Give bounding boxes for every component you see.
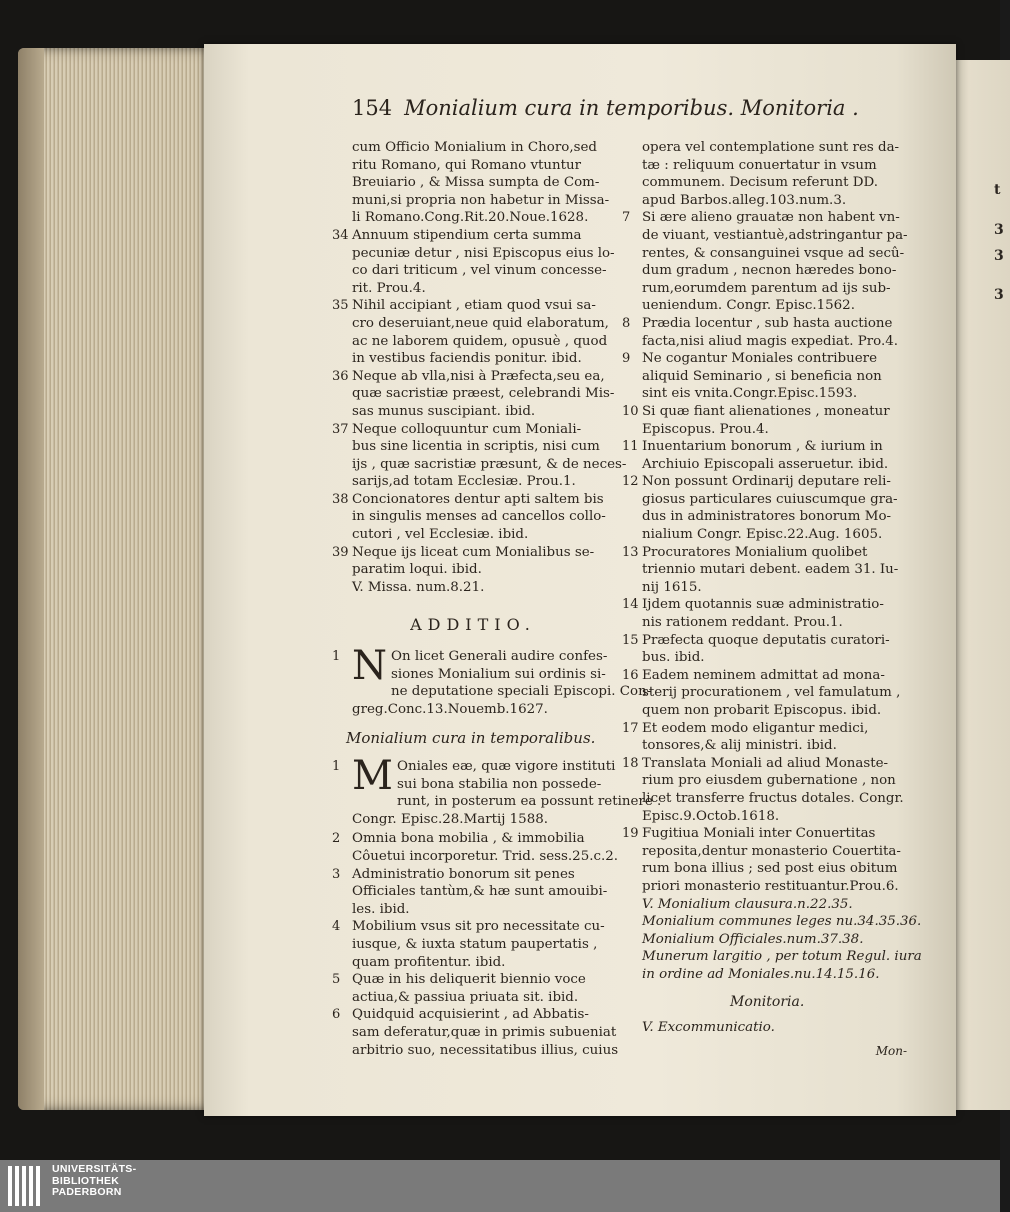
text-line: V. Missa. num.8.21. [352,579,485,595]
numbered-paragraph [332,830,619,865]
logo-line: UNIVERSITÄTS- [52,1163,137,1175]
text-line: Administratio bonorum sit penes [352,866,575,882]
paragraph-number: 17 [622,720,639,736]
text-line: licet transferre fructus dotales. Congr. [642,790,904,806]
text-line: tæ : reliquum conuertatur in vsum [642,157,877,173]
text-line: siones Monialium sui ordinis si- [391,666,606,682]
numbered-paragraph [622,720,907,755]
text-line: Annuum stipendium certa summa [352,227,582,243]
paragraph-number: 15 [622,632,639,648]
library-logo-icon [8,1166,46,1206]
numbered-paragraph [622,438,907,473]
paragraph-number: 9 [622,351,631,367]
facing-page-edge [950,60,1010,1110]
text-line: paratim loqui. ibid. [352,562,482,578]
numbered-paragraph [332,227,614,297]
library-footer [0,1160,1000,1212]
numbered-paragraph [622,755,907,825]
text-line: Neque colloquuntur cum Moniali- [352,421,582,437]
numbered-paragraph [622,139,907,209]
paragraph-number: 7 [622,210,631,226]
text-line: cum Officio Monialium in Choro,sed [352,140,597,155]
text-line: rit. Prou.4. [352,280,426,296]
text-line: in ordine ad Moniales.nu.14.15.16. [642,966,880,982]
text-line: sas munus suscipiant. ibid. [352,403,536,419]
text-line: Neque ab vlla,nisi à Præfecta,seu ea, [352,368,605,384]
text-line: ritu Romano, qui Romano vtuntur [352,157,582,173]
text-line: rum,eorumdem parentum ad ijs sub- [642,280,891,296]
monitoria-heading: Monitoria. [730,993,805,1010]
library-logo-text [52,1164,136,1199]
paragraph-number: 4 [332,919,341,935]
text-line: bus sine licentia in scriptis, nisi cum [352,439,600,455]
paragraph-number: 39 [332,544,349,560]
text-line: Fugitiua Moniali inter Conuertitas [642,826,876,842]
drop-cap: M [352,753,393,799]
paragraph-number: 34 [332,227,349,243]
text-line: Translata Moniali ad aliud Monaste- [642,755,889,771]
text-line: Quæ in his deliquerit biennio voce [352,972,586,988]
text-line: li Romano.Cong.Rit.20.Noue.1628. [352,210,589,226]
running-head [352,96,859,124]
addition-heading: ADDITIO. [410,615,536,635]
text-line: Inuentarium bonorum , & iurium in [642,439,883,455]
text-line: Si quæ fiant alienationes , moneatur [642,403,890,419]
text-line: Mobilium vsus sit pro necessitate cu- [352,919,605,935]
section-heading: Monialium cura in temporalibus. [346,729,596,748]
text-line: quæ sacristiæ præest, celebrandi Mis- [352,386,615,402]
text-line: quem non probarit Episcopus. ibid. [642,703,882,718]
paragraph-number: 10 [622,403,639,419]
text-line: apud Barbos.alleg.103.num.3. [642,192,847,208]
left-paragraphs [332,139,627,596]
text-line: tonsores,& alij ministri. ibid. [642,738,837,754]
catchword: Mon- [875,1043,907,1058]
text-line: reposita,dentur monasterio Couertita- [642,843,901,859]
text-line: Præfecta quoque deputatis curatori- [642,632,890,648]
text-line: triennio mutari debent. eadem 31. Iu- [642,562,899,578]
text-line: dus in administratores bonorum Mo- [642,509,892,525]
text-line: facta,nisi aliud magis expediat. Pro.4. [642,333,899,349]
text-line: Concionatores dentur apti saltem bis [352,491,604,507]
text-line: Nihil accipiant , etiam quod vsui sa- [352,298,596,314]
addition-text [352,643,652,718]
paragraph-number: 35 [332,298,349,314]
text-line: Eadem neminem admittat ad mona- [642,667,885,683]
text-line: giosus particulares cuiuscumque gra- [642,491,898,507]
numbered-paragraph [332,297,614,367]
paragraph-number: 5 [332,972,341,988]
text-line: de viuant, vestiantuè,adstringantur pa- [642,227,908,243]
page-number: 154 [352,96,393,120]
text-line: Monialium Officiales.num.37.38. [642,931,864,947]
text-line: Neque ijs liceat cum Monialibus se- [352,544,595,560]
text-line: Breuiario , & Missa sumpta de Com- [352,175,600,191]
numbered-paragraph [332,421,627,491]
paragraph-number: 6 [332,1007,341,1023]
text-line: nij 1615. [642,579,702,595]
text-line: rium pro eiusdem gubernatione , non [642,773,896,789]
numbered-paragraph [332,491,614,544]
numbered-paragraph [622,473,907,543]
text-line: Officiales tantùm,& hæ sunt amouibi- [352,884,608,900]
numbered-paragraph [622,596,907,631]
right-column [622,139,922,1060]
text-line: Oniales eæ, quæ vigore instituti [396,759,616,774]
text-line: co dari triticum , vel vinum concesse- [352,263,607,279]
paragraph-number: 36 [332,368,349,384]
text-line: Monialium communes leges nu.34.35.36. [642,914,922,930]
numbered-paragraph [622,315,907,350]
right-paragraphs [622,139,907,896]
text-line: in vestibus faciendis ponitur. ibid. [352,351,582,367]
text-line: Si ære alieno grauatæ non habent vn- [642,210,900,226]
text-line: sui bona stabilia non possede- [396,776,602,792]
logo-line: PADERBORN [52,1186,122,1198]
paragraph-number: 11 [622,439,639,455]
text-line: quam profitentur. ibid. [352,954,506,970]
text-line: sarijs,ad totam Ecclesiæ. Prou.1. [352,474,576,490]
numbered-paragraph [332,139,614,227]
addition-paragraph [332,643,652,718]
paragraph-number: 8 [622,315,631,331]
numbered-paragraph [622,209,907,315]
facing-page-glyph: t [994,182,1001,198]
numbered-paragraph [622,667,907,720]
facing-page-glyph: 3 [994,248,1004,264]
numbered-paragraph [622,403,907,438]
paragraph-number: 2 [332,831,341,847]
text-line: Episcopus. Prou.4. [642,421,769,437]
text-line: Côuetui incorporetur. Trid. sess.25.c.2. [352,848,619,864]
paragraph-number: 13 [622,544,639,560]
paragraph-number: 37 [332,421,349,437]
paragraph-number: 18 [622,755,639,771]
text-line: cro deseruiant,neue quid elaboratum, [352,315,609,331]
text-line: ijs , quæ sacristiæ præsunt, & de neces- [352,456,627,472]
text-line: sint eis vnita.Congr.Episc.1593. [642,386,858,402]
text-line: sam deferatur,quæ in primis subueniat [352,1024,617,1040]
text-line: aliquid Seminario , si beneficia non [642,368,882,384]
text-line: pecuniæ detur , nisi Episcopus eius lo- [352,245,615,261]
text-line: On licet Generali audire confes- [391,649,608,665]
numbered-paragraph [332,1006,619,1059]
paragraph-number: 1 [332,649,341,665]
text-line: greg.Conc.13.Nouemb.1627. [352,701,548,717]
text-line: V. Monialium clausura.n.22.35. [642,896,853,912]
section-paragraphs [332,830,619,1059]
text-line: Munerum largitio , per totum Regul. iura [642,949,922,965]
numbered-paragraph [622,825,907,895]
text-line: Non possunt Ordinarij deputare reli- [642,474,891,490]
text-line: muni,si propria non habetur in Missa- [352,192,610,208]
numbered-paragraph [332,866,614,919]
text-line: iusque, & iuxta statum paupertatis , [352,936,598,952]
numbered-paragraph [332,918,614,971]
text-line: Prædia locentur , sub hasta auctione [642,315,893,331]
paragraph-number: 14 [622,597,639,613]
text-line: ueniendum. Congr. Episc.1562. [642,298,855,314]
paragraph-number: 1 [332,759,341,774]
text-line: Episc.9.Octob.1618. [642,808,780,824]
facing-page-glyph: 3 [994,287,1004,303]
text-line: ac ne laborem quidem, opusuè , quod [352,333,608,349]
text-line: nis rationem reddant. Prou.1. [642,615,843,631]
numbered-paragraph [332,368,614,421]
text-line: Et eodem modo eligantur medici, [642,720,869,736]
text-line: priori monasterio restituantur.Prou.6. [642,878,899,894]
numbered-paragraph [332,971,614,1006]
text-line: arbitrio suo, necessitatibus illius, cuius [352,1042,619,1058]
text-line: in singulis menses ad cancellos collo- [352,509,606,525]
text-line: Omnia bona mobilia , & immobilia [352,831,585,847]
text-line: Ijdem quotannis suæ administratio- [642,597,884,613]
text-line: Ne cogantur Moniales contribuere [642,351,877,367]
paragraph-number: 3 [332,866,341,882]
text-line: nialium Congr. Episc.22.Aug. 1605. [642,527,883,543]
page-block-edge [18,48,218,1110]
monitoria-reference: V. Excommunicatio. [642,1020,775,1036]
numbered-paragraph [332,544,614,597]
text-line: sterij procurationem , vel famulatum , [642,685,901,701]
numbered-paragraph [622,350,907,403]
text-line: runt, in posterum ea possunt retinere . [396,794,662,810]
running-title: Monialium cura in temporibus. Monitoria . [404,96,859,120]
drop-cap: N [352,643,387,690]
logo-line: BIBLIOTHEK [52,1174,120,1187]
text-line: rum bona illius ; sed post eius obitum [642,861,898,877]
paragraph-number: 16 [622,667,639,683]
text-line: Procuratores Monialium quolibet [642,544,868,560]
text-line: rentes, & consanguinei vsque ad secû- [642,245,905,261]
text-line: Quidquid acquisierint , ad Abbatis- [352,1007,589,1023]
text-line: Archiuio Episcopali asseruetur. ibid. [642,456,889,472]
text-line: les. ibid. [352,901,410,917]
numbered-paragraph [622,544,907,597]
paragraph-number: 38 [332,491,349,507]
paragraph-number: 19 [622,826,639,842]
text-line: bus. ibid. [642,650,705,666]
text-line: actiua,& passiua priuata sit. ibid. [352,989,579,1005]
text-line: communem. Decisum referunt DD. [642,175,878,191]
cross-references [642,896,922,984]
paragraph-number: 12 [622,474,639,490]
numbered-paragraph [622,632,907,667]
text-line: ne deputatione speciali Episcopi. Con- [391,684,652,700]
text-line: cutori , vel Ecclesiæ. ibid. [352,527,529,543]
text-line: dum gradum , necnon hæredes bono- [642,263,897,279]
text-line: Congr. Episc.28.Martij 1588. [352,811,549,827]
facing-page-glyph: 3 [994,222,1004,238]
text-line: opera vel contemplatione sunt res da- [642,140,900,155]
